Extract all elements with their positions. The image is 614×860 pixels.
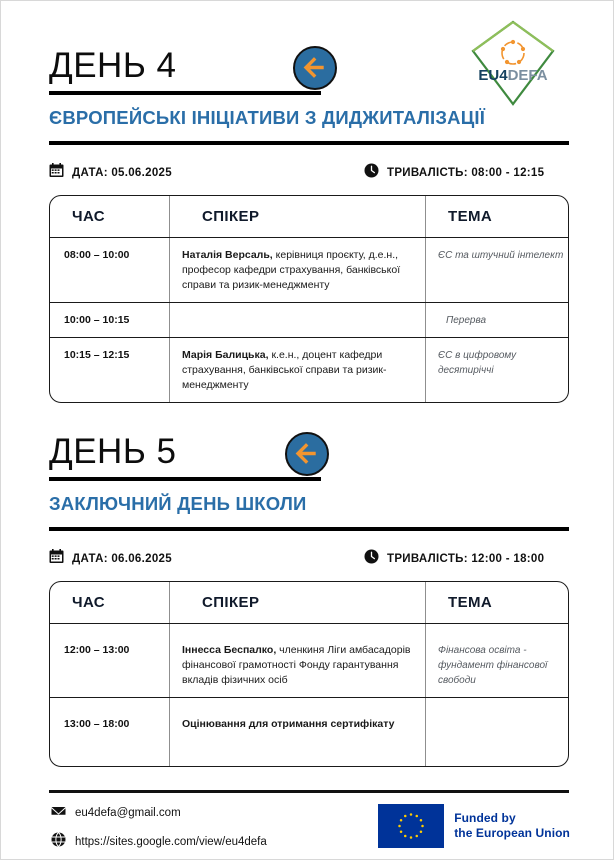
envelope-icon [51,804,66,822]
schedule-table-day5 [49,581,569,767]
svg-text:EU4DEFA: EU4DEFA [478,67,548,84]
eu-funding-text [454,811,570,841]
speaker-detail: к.е.н., доцент кафедри страхування, банківської справи та ризик-менеджменту [182,349,387,391]
meta-duration-label: ТРИВАЛІСТЬ: 12:00 - 18:00 [387,553,545,565]
meta-date-label: ДАТА: 05.06.2025 [72,167,172,179]
cell-theme: ЄС в цифровому десятиріччі [425,338,569,402]
column-header-theme: ТЕМА [425,582,569,623]
cell-theme: Перерва [425,303,569,337]
speaker-name: Наталія Версаль, [182,249,273,261]
clock-icon [364,163,379,183]
table-row [50,337,568,402]
day-title-row [49,429,569,481]
arrow-left-icon[interactable] [285,432,329,476]
meta-duration [364,549,544,569]
eu-funding-line1: Funded by [454,811,516,825]
cell-time: 13:00 – 18:00 [64,718,130,730]
table-row [50,302,568,337]
speaker-detail: членкиня Ліги амбасадорів фінансової грамотності Фонду гарантування вкладів фізичних осіб [182,644,411,686]
contact-email-text: eu4defa@gmail.com [75,807,181,819]
eu-flag-icon [378,804,444,848]
page-content [49,1,569,860]
column-header-speaker: СПІКЕР [169,582,425,623]
meta-duration-label: ТРИВАЛІСТЬ: 08:00 - 12:15 [387,167,545,179]
title-underline [49,477,321,481]
cell-theme: Фінансова освіта - фундамент фінансової свободи [425,624,569,697]
cell-time: 12:00 – 13:00 [64,644,130,656]
contact-website-text: https://sites.google.com/view/eu4defa [75,836,267,848]
table-row [50,697,568,766]
speaker-name: Оцінювання для отримання сертифікату [182,718,395,730]
table-row [50,623,568,697]
day-block-5 [49,429,569,730]
title-underline [49,91,321,95]
meta-date-label: ДАТА: 06.06.2025 [72,553,172,565]
speaker-name: Марія Балицька, [182,349,269,361]
meta-date [49,549,172,569]
day-subtitle: ЄВРОПЕЙСЬКІ ІНІЦІАТИВИ З ДИДЖИТАЛІЗАЦІЇ [49,107,486,128]
day-subtitle: ЗАКЛЮЧНИЙ ДЕНЬ ШКОЛИ [49,493,307,514]
eu-funding-line2: the European Union [454,826,570,840]
cell-theme: ЄС та штучний інтелект [425,238,569,302]
contact-email[interactable] [51,804,181,822]
column-header-time: ЧАС [72,594,106,611]
contact-website[interactable] [51,832,267,852]
column-header-time: ЧАС [72,208,106,225]
cell-speaker [169,238,425,302]
day-title: ДЕНЬ 5 [49,432,177,471]
cell-theme [425,698,569,766]
day-block-4 [49,43,569,391]
meta-duration [364,163,544,183]
table-header-row [50,196,568,237]
cell-speaker [169,698,425,766]
table-row [50,237,568,302]
meta-row [49,163,569,183]
cell-speaker [169,624,425,697]
cell-time: 10:00 – 10:15 [64,314,130,326]
eu-funding-badge [378,804,570,848]
meta-row [49,549,569,569]
cell-time: 10:15 – 12:15 [64,349,130,361]
column-header-theme: ТЕМА [425,196,569,237]
clock-icon [364,549,379,569]
table-header-row [50,582,568,623]
section-divider [49,141,569,145]
column-header-speaker: СПІКЕР [169,196,425,237]
day-title: ДЕНЬ 4 [49,46,177,85]
speaker-detail: керівниця проєкту, д.е.н., професор кафедри страхування, банківської справи та ризик-менеджменту [182,249,401,291]
calendar-icon [49,163,64,183]
speaker-name: Іннесса Беспалко, [182,644,277,656]
globe-icon [51,832,66,852]
section-divider [49,527,569,531]
cell-speaker [169,303,425,337]
day-title-row [49,43,569,95]
schedule-table-day4 [49,195,569,403]
meta-date [49,163,172,183]
footer-divider [49,790,569,793]
cell-speaker [169,338,425,402]
cell-time: 08:00 – 10:00 [64,249,130,261]
arrow-left-icon[interactable] [293,46,337,90]
calendar-icon [49,549,64,569]
